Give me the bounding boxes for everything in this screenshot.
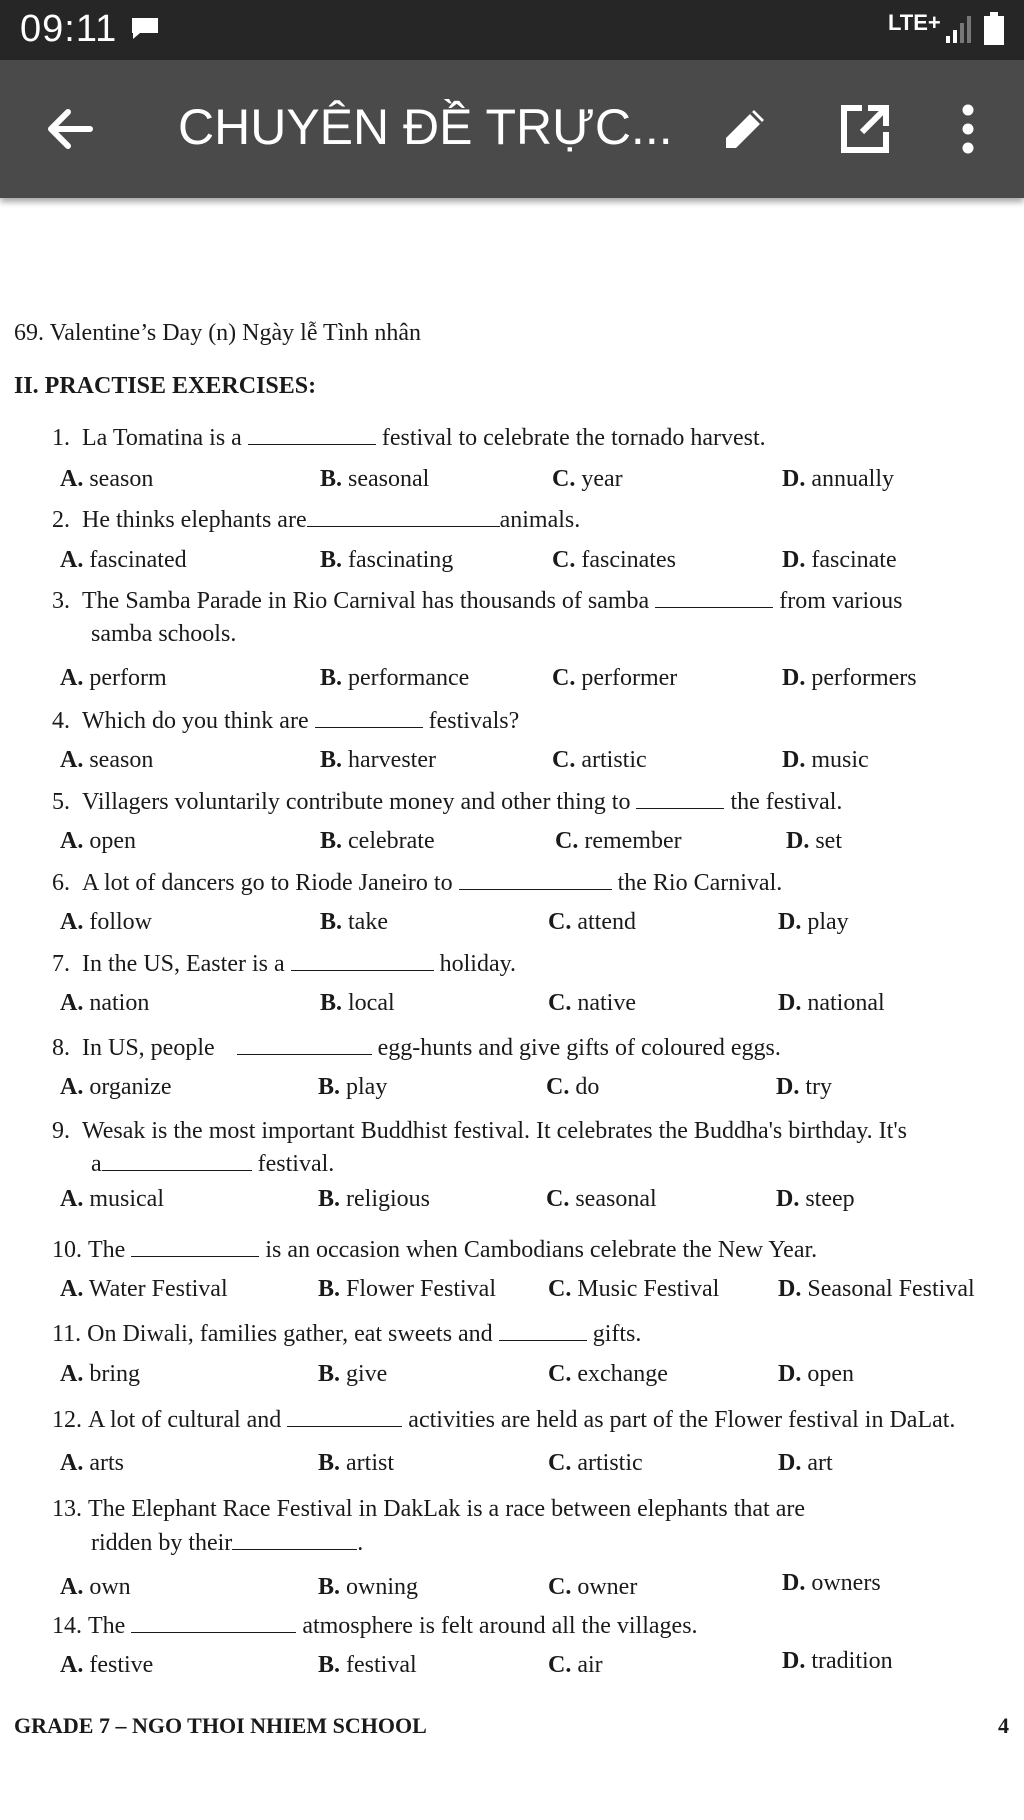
option-c[interactable]: C. fascinates <box>552 547 676 573</box>
page-number: 4 <box>998 1713 1009 1738</box>
option-a[interactable]: A. season <box>60 466 154 492</box>
option-b[interactable]: B. fascinating <box>320 547 454 573</box>
status-bar <box>0 0 1024 60</box>
question-11: 11. On Diwali, families gather, eat sweets and gifts. <box>52 1321 642 1347</box>
option-c[interactable]: C. performer <box>552 665 678 691</box>
option-d[interactable]: D. owners <box>782 1570 881 1596</box>
option-d[interactable]: D. play <box>778 909 849 935</box>
option-c[interactable]: C. remember <box>555 828 682 854</box>
question-8: 8. In US, people egg-hunts and give gifts of coloured eggs. <box>52 1035 781 1061</box>
option-b[interactable]: B. owning <box>318 1574 419 1600</box>
page-footer: GRADE 7 – NGO THOI NHIEM SCHOOL <box>14 1713 427 1738</box>
option-a[interactable]: A. follow <box>60 909 153 935</box>
option-a[interactable]: A. organize <box>60 1074 172 1100</box>
battery-icon <box>983 12 1005 46</box>
option-c[interactable]: C. Music Festival <box>548 1276 720 1302</box>
option-c[interactable]: C. year <box>552 466 623 492</box>
option-c[interactable]: C. seasonal <box>546 1186 657 1212</box>
question-7: 7. In the US, Easter is a holiday. <box>52 951 517 977</box>
app-bar <box>0 60 1024 198</box>
option-c[interactable]: C. artistic <box>548 1450 643 1476</box>
option-d[interactable]: D. steep <box>776 1186 855 1212</box>
option-d[interactable]: D. music <box>782 747 869 773</box>
option-d[interactable]: D. Seasonal Festival <box>778 1276 975 1302</box>
option-b[interactable]: B. celebrate <box>320 828 435 854</box>
question-10: 10. The is an occasion when Cambodians celebrate the New Year. <box>52 1237 818 1263</box>
signal-icon <box>945 14 971 44</box>
option-a[interactable]: A. nation <box>60 990 150 1016</box>
back-arrow-icon[interactable] <box>42 102 96 156</box>
option-c[interactable]: C. artistic <box>552 747 647 773</box>
option-d[interactable]: D. annually <box>782 466 894 492</box>
question-13: 13. The Elephant Race Festival in DakLak is a race between elephants that are <box>52 1496 806 1522</box>
option-c[interactable]: C. exchange <box>548 1361 668 1387</box>
question-9-continuation: a festival. <box>91 1151 335 1177</box>
option-d[interactable]: D. set <box>786 828 843 854</box>
option-d[interactable]: D. national <box>778 990 885 1016</box>
option-b[interactable]: B. performance <box>320 665 470 691</box>
option-b[interactable]: B. play <box>318 1074 388 1100</box>
option-d[interactable]: D. open <box>778 1361 854 1387</box>
question-13-continuation: ridden by their . <box>91 1530 364 1556</box>
option-b[interactable]: B. religious <box>318 1186 431 1212</box>
option-d[interactable]: D. try <box>776 1074 833 1100</box>
option-a[interactable]: A. bring <box>60 1361 141 1387</box>
option-b[interactable]: B. Flower Festival <box>318 1276 497 1302</box>
option-d[interactable]: D. art <box>778 1450 833 1476</box>
option-b[interactable]: B. artist <box>318 1450 395 1476</box>
option-c[interactable]: C. owner <box>548 1574 638 1600</box>
option-d[interactable]: D. tradition <box>782 1648 893 1674</box>
vocab-line: 69. Valentine’s Day (n) Ngày lễ Tình nhân <box>14 320 422 346</box>
edit-pencil-icon[interactable] <box>718 102 772 156</box>
question-6: 6. A lot of dancers go to Riode Janeiro to the Rio Carnival. <box>52 870 783 896</box>
option-d[interactable]: D. performers <box>782 665 917 691</box>
option-b[interactable]: B. harvester <box>320 747 436 773</box>
message-notification-icon <box>130 16 160 40</box>
option-c[interactable]: C. do <box>546 1074 600 1100</box>
network-type: LTE+ <box>888 10 941 35</box>
question-9: 9. Wesak is the most important Buddhist festival. It celebrates the Buddha's birthday. It's <box>52 1118 907 1144</box>
question-12: 12. A lot of cultural and activities are held as part of the Flower festival in DaLat. <box>52 1407 956 1433</box>
option-a[interactable]: A. perform <box>60 665 167 691</box>
question-1: 1. La Tomatina is a festival to celebrate the tornado harvest. <box>52 425 766 451</box>
option-b[interactable]: B. local <box>320 990 395 1016</box>
option-c[interactable]: C. attend <box>548 909 636 935</box>
question-3-continuation: samba schools. <box>91 621 237 647</box>
option-b[interactable]: B. give <box>318 1361 388 1387</box>
document-title: CHUYÊN ĐỀ TRỰC... <box>178 99 673 155</box>
more-options-icon[interactable] <box>950 102 986 156</box>
option-c[interactable]: C. air <box>548 1652 603 1678</box>
option-b[interactable]: B. seasonal <box>320 466 430 492</box>
option-a[interactable]: A. Water Festival <box>60 1276 228 1302</box>
option-a[interactable]: A. own <box>60 1574 131 1600</box>
option-a[interactable]: A. season <box>60 747 154 773</box>
option-b[interactable]: B. take <box>320 909 388 935</box>
option-a[interactable]: A. open <box>60 828 136 854</box>
option-a[interactable]: A. musical <box>60 1186 164 1212</box>
question-5: 5. Villagers voluntarily contribute money and other thing to the festival. <box>52 789 843 815</box>
question-14: 14. The atmosphere is felt around all the villages. <box>52 1613 698 1639</box>
section-title: II. PRACTISE EXERCISES: <box>14 373 317 399</box>
option-a[interactable]: A. arts <box>60 1450 124 1476</box>
question-4: 4. Which do you think are festivals? <box>52 708 520 734</box>
option-a[interactable]: A. fascinated <box>60 547 187 573</box>
question-3: 3. The Samba Parade in Rio Carnival has thousands of samba from various <box>52 588 903 614</box>
question-2: 2. He thinks elephants are animals. <box>52 507 581 533</box>
option-c[interactable]: C. native <box>548 990 636 1016</box>
option-b[interactable]: B. festival <box>318 1652 417 1678</box>
status-time: 09:11 <box>20 8 118 50</box>
option-a[interactable]: A. festive <box>60 1652 154 1678</box>
option-d[interactable]: D. fascinate <box>782 547 897 573</box>
open-external-icon[interactable] <box>838 102 892 156</box>
